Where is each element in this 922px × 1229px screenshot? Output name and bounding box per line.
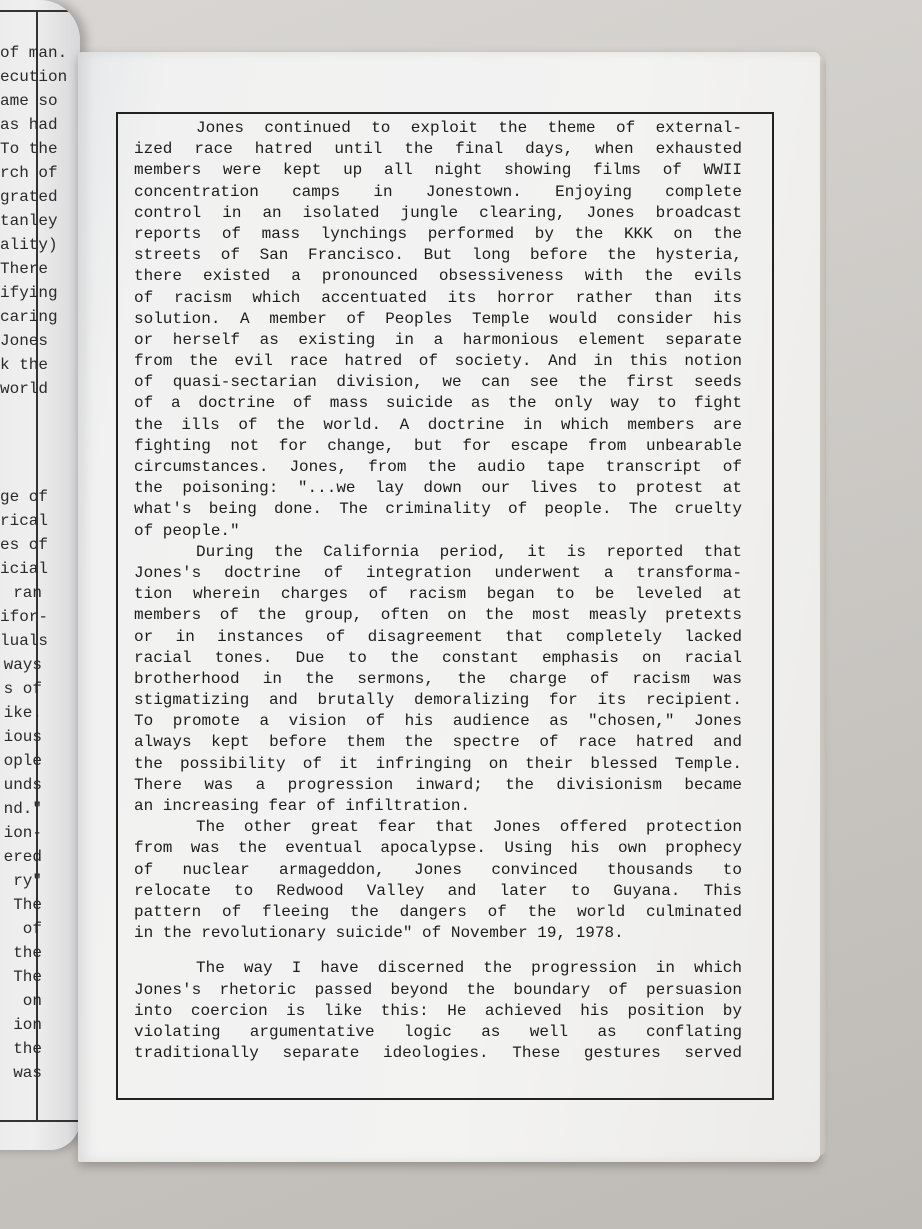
left-page-line: The: [13, 968, 42, 986]
left-page-line: was: [13, 1064, 42, 1082]
left-facing-page: [0, 0, 80, 1150]
text-line: relocate to Redwood Valley and later to Guyana. This: [134, 881, 742, 900]
text-line: from was the eventual apocalypse. Using his own prophecy: [134, 839, 742, 858]
left-page-line: luals: [0, 632, 49, 650]
text-line: an increasing fear of infiltration.: [134, 797, 471, 815]
text-line: in the revolutionary suicide" of November 19, 1978.: [134, 924, 624, 943]
left-page-line: ran: [13, 584, 42, 602]
left-page-line: grated: [0, 188, 58, 206]
left-page-line: ifying: [0, 284, 58, 302]
text-line: from the evil race hatred of society. And in this notion: [134, 352, 742, 371]
text-line: concentration camps in Jonestown. Enjoying complete: [134, 182, 742, 201]
text-line: To promote a vision of his audience as "chosen," Jones: [134, 712, 742, 731]
left-page-line: ople: [3, 752, 42, 770]
text-line: Jones continued to exploit the theme of external-: [196, 119, 742, 137]
left-page-line: rical: [0, 512, 49, 530]
paragraph: [134, 958, 742, 1064]
text-line: stigmatizing and brutally demoralizing for its recipient.: [134, 691, 742, 710]
text-line: circumstances. Jones, from the audio tape transcript of: [134, 458, 742, 476]
text-line: the poisoning: "...we lay down our lives to protest at: [134, 479, 742, 498]
text-line: traditionally separate ideologies. These gestures served: [134, 1044, 742, 1063]
left-page-line: k the: [0, 356, 49, 374]
left-page-line: of: [22, 920, 42, 938]
left-page-line: tanley: [0, 212, 58, 230]
text-line: of a doctrine of mass suicide as the only way to fight: [134, 394, 742, 413]
left-page-line: ious: [3, 728, 42, 746]
left-page-line: ways: [3, 656, 42, 674]
left-page-line: es of: [0, 536, 49, 554]
left-page-line: nd.": [3, 800, 42, 818]
paragraph-gap: [134, 944, 742, 958]
left-page-line: unds: [3, 776, 42, 794]
text-line: violating argumentative logic as well as conflating: [134, 1022, 742, 1041]
left-page-frame-bottom: [0, 1120, 80, 1122]
text-line: of people.": [134, 521, 240, 540]
paragraph: [134, 542, 742, 817]
paragraph: [134, 118, 742, 542]
text-line: or in instances of disagreement that completely lacked: [134, 627, 742, 646]
left-page-line: s of: [3, 680, 42, 698]
text-line: members were kept up all night showing films of WWII: [134, 161, 742, 180]
text-line: During the California period, it is reported that: [196, 542, 742, 561]
text-line: Jones's doctrine of integration underwent a transforma-: [134, 563, 742, 582]
left-page-line: ecution: [0, 68, 68, 86]
left-page-line: ifor-: [0, 608, 49, 626]
text-line: tion wherein charges of racism began to be leveled at: [134, 585, 742, 604]
text-line: ized race hatred until the final days, when exhausted: [134, 140, 742, 159]
text-line: racial tones. Due to the constant emphasis on racial: [134, 648, 742, 667]
left-page-line: ry": [13, 872, 42, 890]
text-line: of quasi-sectarian division, we can see the first seeds: [134, 373, 742, 392]
left-page-line: ion: [13, 1016, 42, 1034]
text-line: Jones's rhetoric passed beyond the boundary of persuasion: [134, 980, 742, 999]
text-line: pattern of fleeing the dangers of the world culminated: [134, 902, 742, 921]
left-page-line: ge of: [0, 488, 49, 506]
text-line: streets of San Francisco. But long before the hysteria,: [134, 246, 742, 265]
text-line: fighting not for change, but for escape from unbearable: [134, 436, 742, 455]
left-page-line: the: [13, 944, 42, 962]
left-page-line: ered: [3, 848, 42, 866]
text-line: reports of mass lynchings performed by the KKK on the: [134, 224, 742, 243]
text-line: the ills of the world. A doctrine in which members are: [134, 415, 742, 434]
text-line: The other great fear that Jones offered protection: [196, 818, 742, 837]
text-line: the possibility of it infringing on their blessed Temple.: [134, 754, 742, 773]
left-page-line: world: [0, 380, 49, 398]
left-page-line: the: [13, 1040, 42, 1058]
text-line: of nuclear armageddon, Jones convinced thousands to: [134, 860, 742, 879]
text-line: into coercion is like this: He achieved his position by: [134, 1001, 742, 1020]
left-page-line: To the: [0, 140, 58, 158]
text-line: There was a progression inward; the divisionism became: [134, 775, 742, 794]
left-page-line: Jones: [0, 332, 49, 350]
left-page-line: icial: [0, 560, 49, 578]
text-line: brotherhood in the sermons, the charge of racism was: [134, 669, 742, 688]
left-page-line: ame so: [0, 92, 58, 110]
left-page-frame-top: [0, 10, 80, 12]
left-page-line: of man.: [0, 44, 68, 62]
text-line: there existed a pronounced obsessiveness with the evils: [134, 267, 742, 286]
text-line: what's being done. The criminality of people. The cruelty: [134, 500, 742, 519]
left-page-line: caring: [0, 308, 58, 326]
text-line: of racism which accentuated its horror rather than its: [134, 288, 742, 307]
left-page-line: ion-: [3, 824, 42, 842]
paragraph: [134, 817, 742, 944]
page-body-text: [134, 118, 742, 1064]
left-page-line: as had: [0, 116, 58, 134]
left-page-line: ality): [0, 236, 58, 254]
text-line: The way I have discerned the progression in which: [196, 959, 742, 978]
left-page-line: on: [22, 992, 42, 1010]
left-page-line: The: [13, 896, 42, 914]
text-line: always kept before them the spectre of race hatred and: [134, 733, 742, 752]
left-page-line: rch of: [0, 164, 58, 182]
text-line: members of the group, often on the most measly pretexts: [134, 606, 742, 625]
left-page-line: There: [0, 260, 49, 278]
text-line: control in an isolated jungle clearing, Jones broadcast: [134, 203, 742, 222]
text-line: solution. A member of Peoples Temple would consider his: [134, 309, 742, 328]
text-line: or herself as existing in a harmonious element separate: [134, 330, 742, 349]
left-page-line: ike.: [3, 704, 42, 722]
